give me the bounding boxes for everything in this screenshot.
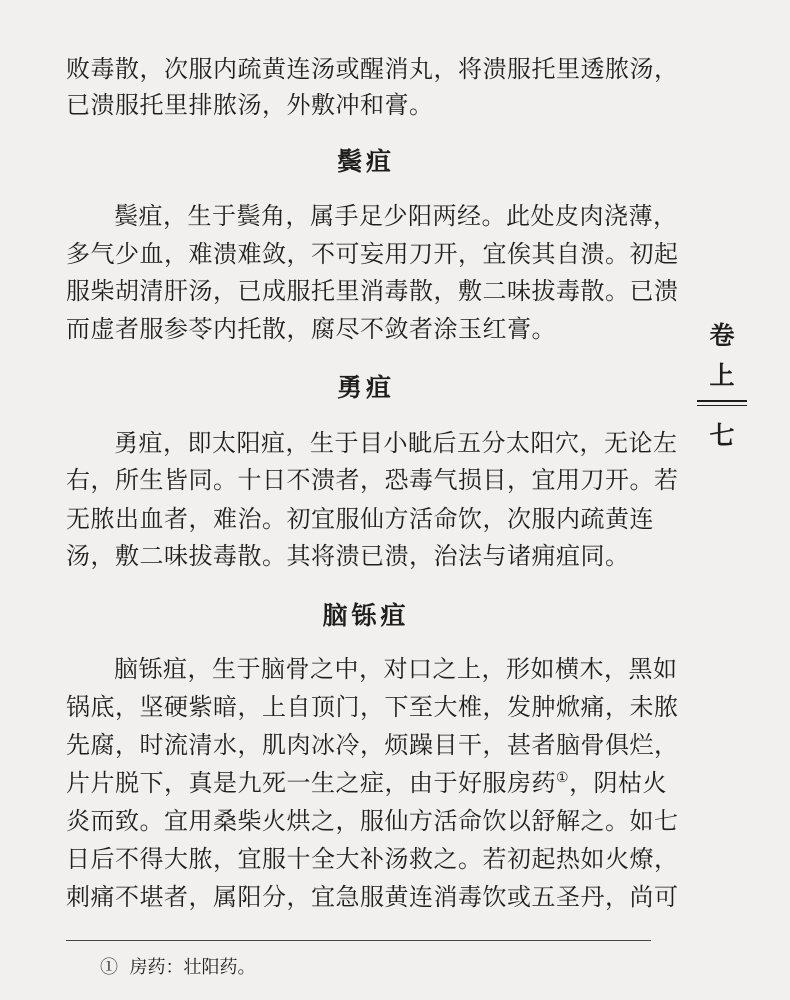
text-line: 汤，敷二味拔毒散。其将溃已溃，治法与诸痈疽同。 [66,542,630,570]
text-segment: 片片脱下，真是九死一生之症，由于好服房药 [66,769,556,797]
text-line: 先腐，时流清水，肌肉冰冷，烦躁目干，甚者脑骨俱烂， [66,731,679,759]
text-line: 而虚者服参苓内托散，腐尽不敛者涂玉红膏。 [66,315,556,343]
volume-label: 卷 [709,321,735,350]
section-heading: 鬓疽 [336,147,395,176]
text-line: 多气少血，难溃难敛，不可妄用刀开，宜俟其自溃。初起 [66,240,679,268]
margin-divider [697,405,747,406]
text-line: 刺痛不堪者，属阳分，宜急服黄连消毒饮或五圣丹，尚可 [66,883,679,911]
text-line: 鬓疽，生于鬓角，属手足少阳两经。此处皮肉浇薄， [114,202,678,230]
footnote [100,956,255,980]
text-line: 炎而致。宜用桑柴火烘之，服仙方活命饮以舒解之。如七 [66,807,679,835]
footnote-divider [66,940,651,941]
text-line: 右，所生皆同。十日不溃者，恐毒气损目，宜用刀开。若 [66,466,679,494]
text-line: 勇疽，即太阳疽，生于目小眦后五分太阳穴，无论左 [114,429,678,457]
part-label: 上 [709,361,735,390]
footnote-mark: ① [100,957,118,978]
text-line: 无脓出血者，难治。初宜服仙方活命饮，次服内疏黄连 [66,505,654,533]
footnote-text: 房药：壮阳药。 [129,957,256,978]
text-segment: ，阴枯火 [569,769,668,797]
text-line: 日后不得大脓，宜服十全大补汤救之。若初起热如火燎， [66,845,679,873]
text-line: 锅底，坚硬紫暗，上自顶门，下至大椎，发肿焮痛，未脓 [66,693,679,721]
text-line: 脑铄疽，生于脑骨之中，对口之上，形如横木，黑如 [114,655,678,683]
section-heading: 勇疽 [336,373,395,402]
footnote-reference[interactable]: ① [556,770,570,786]
text-line-with-note [66,768,667,798]
margin-divider [697,400,747,402]
section-heading: 脑铄疽 [322,601,410,630]
text-line: 服柴胡清肝汤，已成服托里消毒散，敷二味拔毒散。已溃 [66,277,679,305]
page-number: 七 [709,421,735,450]
text-line: 败毒散，次服内疏黄连汤或醒消丸，将溃服托里透脓汤， [66,55,679,83]
text-line: 已溃服托里排脓汤，外敷冲和膏。 [66,91,434,119]
